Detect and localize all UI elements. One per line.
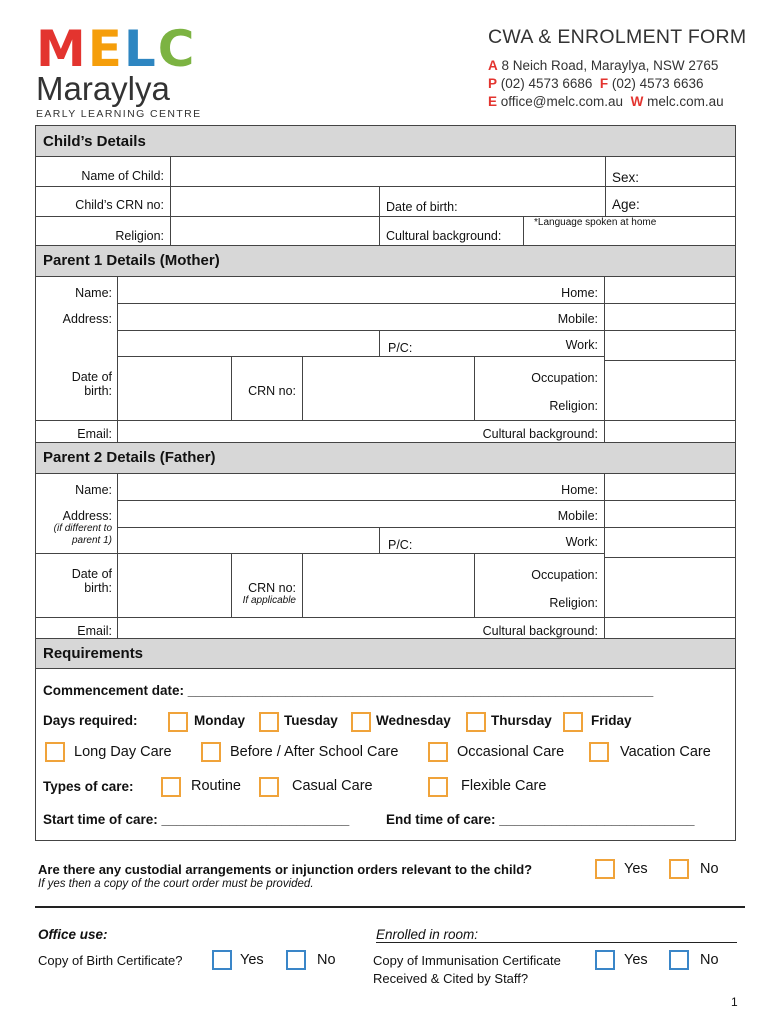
- custody-note: If yes then a copy of the court order must be provided.: [38, 878, 314, 890]
- web-key: W: [630, 94, 644, 109]
- child-religion-label: Religion:: [115, 229, 164, 243]
- checkbox-custody-yes[interactable]: [595, 859, 615, 879]
- child-name-input[interactable]: [172, 158, 604, 185]
- p1-name-input[interactable]: [119, 278, 603, 302]
- page-number: 1: [731, 995, 738, 1009]
- divider: [170, 157, 171, 246]
- p2-dob-label-2: birth:: [84, 581, 112, 595]
- p2-pc-label: P/C:: [388, 538, 413, 552]
- fax-key: F: [599, 76, 609, 91]
- divider: [379, 330, 380, 356]
- divider: [35, 553, 604, 554]
- logo-letter-l: L: [123, 20, 158, 78]
- p2-address-note-1: (if different to: [53, 523, 112, 534]
- divider: [523, 217, 524, 246]
- requirements-section-heading: Requirements: [35, 638, 736, 669]
- commencement-date[interactable]: Commencement date: ______________________________________________________________: [43, 683, 654, 698]
- routine-label: Routine: [191, 778, 241, 794]
- logo-letters: [36, 20, 202, 78]
- checkbox-monday[interactable]: [168, 712, 188, 732]
- logo-tagline: EARLY LEARNING CENTRE: [36, 108, 202, 120]
- day-thursday-label: Thursday: [491, 713, 552, 728]
- p2-occupation-label: Occupation:: [531, 568, 598, 582]
- checkbox-occasional-care[interactable]: [428, 742, 448, 762]
- checkbox-before-after-school[interactable]: [201, 742, 221, 762]
- divider: [117, 330, 736, 331]
- before-after-school-label: Before / After School Care: [230, 744, 399, 760]
- child-dob-label: Date of birth:: [386, 200, 458, 214]
- child-name-label: Name of Child:: [81, 169, 164, 183]
- birth-cert-yes-label: Yes: [240, 952, 264, 968]
- p2-name-label: Name:: [75, 483, 112, 497]
- checkbox-flexible-care[interactable]: [428, 777, 448, 797]
- divider: [117, 303, 736, 304]
- p1-address-label: Address:: [62, 312, 112, 326]
- p2-cultural-label: Cultural background:: [482, 624, 598, 638]
- p1-pc-label: P/C:: [388, 341, 413, 355]
- sex-label: Sex:: [612, 170, 640, 185]
- immunisation-label-1: Copy of Immunisation Certificate: [373, 953, 561, 968]
- checkbox-immunisation-no[interactable]: [669, 950, 689, 970]
- p2-religion-label: Religion:: [549, 596, 598, 610]
- p1-name-label: Name:: [75, 286, 112, 300]
- immunisation-label-2: Received & Cited by Staff?: [373, 971, 529, 986]
- checkbox-friday[interactable]: [563, 712, 583, 732]
- web-text: melc.com.au: [647, 94, 724, 109]
- divider: [35, 186, 736, 187]
- p2-work-label: Work:: [565, 535, 598, 549]
- checkbox-custody-no[interactable]: [669, 859, 689, 879]
- p2-address-note-2: parent 1): [71, 535, 112, 546]
- vacation-care-label: Vacation Care: [620, 744, 711, 760]
- parent1-section-heading: Parent 1 Details (Mother): [35, 245, 736, 277]
- p2-email-input[interactable]: [119, 619, 469, 640]
- occasional-care-label: Occasional Care: [457, 744, 565, 760]
- p1-home-label: Home:: [561, 286, 598, 300]
- divider: [302, 356, 303, 420]
- divider: [117, 356, 604, 357]
- days-required-label: Days required:: [43, 713, 138, 728]
- p2-home-label: Home:: [561, 483, 598, 497]
- phone-text: (02) 4573 6686: [500, 76, 593, 91]
- email-text: office@melc.com.au: [500, 94, 624, 109]
- end-time-field[interactable]: End time of care: __________________________: [386, 812, 695, 827]
- phone-key: P: [488, 76, 498, 91]
- checkbox-wednesday[interactable]: [351, 712, 371, 732]
- child-religion-input[interactable]: [172, 218, 377, 245]
- p1-mobile-label: Mobile:: [557, 312, 598, 326]
- checkbox-long-day-care[interactable]: [45, 742, 65, 762]
- checkbox-routine[interactable]: [161, 777, 181, 797]
- checkbox-birth-cert-yes[interactable]: [212, 950, 232, 970]
- casual-care-label: Casual Care: [292, 778, 373, 794]
- checkbox-vacation-care[interactable]: [589, 742, 609, 762]
- immunisation-yes-label: Yes: [624, 952, 648, 968]
- p2-email-label: Email:: [77, 624, 112, 638]
- divider: [302, 553, 303, 617]
- p2-home-input[interactable]: [606, 475, 735, 499]
- divider: [605, 157, 606, 216]
- long-day-care-label: Long Day Care: [74, 744, 172, 760]
- child-crn-label: Child’s CRN no:: [75, 198, 164, 212]
- start-time-field[interactable]: Start time of care: _________________________: [43, 812, 350, 827]
- p2-dob-label-1: Date of: [71, 567, 112, 581]
- p2-dob-input[interactable]: [119, 555, 229, 615]
- p1-occupation-label: Occupation:: [531, 371, 598, 385]
- custody-no-label: No: [700, 861, 719, 877]
- p2-name-input[interactable]: [119, 475, 603, 499]
- office-use-title: Office use:: [38, 927, 108, 942]
- logo-letter-m: M: [36, 20, 88, 78]
- melc-logo: [36, 20, 202, 120]
- child-dob-input[interactable]: [470, 188, 603, 215]
- birth-cert-label: Copy of Birth Certificate?: [38, 953, 183, 968]
- p1-work-label: Work:: [565, 338, 598, 352]
- child-section-heading: Child’s Details: [35, 125, 736, 157]
- checkbox-tuesday[interactable]: [259, 712, 279, 732]
- custody-yes-label: Yes: [624, 861, 648, 877]
- p2-crn-label: CRN no:: [248, 581, 296, 595]
- p2-crn-note: If applicable: [242, 595, 296, 606]
- p1-religion-label: Religion:: [549, 399, 598, 413]
- checkbox-thursday[interactable]: [466, 712, 486, 732]
- day-monday-label: Monday: [194, 713, 246, 728]
- p1-crn-input[interactable]: [304, 358, 472, 418]
- logo-letter-e: E: [87, 20, 124, 78]
- p2-mobile-label: Mobile:: [557, 509, 598, 523]
- checkbox-birth-cert-no[interactable]: [286, 950, 306, 970]
- p1-dob-label-2: birth:: [84, 384, 112, 398]
- p1-dob-input[interactable]: [119, 358, 229, 418]
- child-crn-input[interactable]: [172, 188, 377, 215]
- checkbox-immunisation-yes[interactable]: [595, 950, 615, 970]
- p1-crn-label: CRN no:: [248, 384, 296, 398]
- logo-letter-c: C: [157, 20, 197, 78]
- p1-email-input[interactable]: [119, 422, 469, 443]
- divider: [604, 360, 736, 361]
- p1-address-input[interactable]: [119, 305, 369, 329]
- contact-address: [488, 58, 718, 73]
- language-note: *Language spoken at home: [534, 217, 657, 228]
- office-divider: [35, 906, 745, 908]
- divider: [117, 500, 736, 501]
- parent2-section-heading: Parent 2 Details (Father): [35, 442, 736, 474]
- contact-phone: [488, 76, 703, 91]
- divider: [35, 617, 736, 618]
- divider: [117, 527, 736, 528]
- p1-home-input[interactable]: [606, 278, 735, 302]
- p1-cultural-label: Cultural background:: [482, 427, 598, 441]
- p1-dob-label-1: Date of: [71, 370, 112, 384]
- email-key: E: [488, 94, 498, 109]
- p1-email-label: Email:: [77, 427, 112, 441]
- divider: [474, 356, 475, 420]
- custody-question: Are there any custodial arrangements or injunction orders relevant to the child?: [38, 862, 533, 877]
- birth-cert-no-label: No: [317, 952, 336, 968]
- contact-email: [488, 94, 724, 109]
- address-text: 8 Neich Road, Maraylya, NSW 2765: [501, 58, 719, 73]
- p2-crn-input[interactable]: [304, 555, 472, 615]
- divider: [474, 553, 475, 617]
- divider: [379, 187, 380, 246]
- logo-subtitle: Maraylya: [36, 70, 170, 107]
- p2-address-label: Address:: [62, 509, 112, 523]
- divider: [379, 527, 380, 553]
- divider: [231, 553, 232, 617]
- day-friday-label: Friday: [591, 713, 632, 728]
- child-cultural-label: Cultural background:: [386, 229, 502, 243]
- enrolled-room-label: Enrolled in room:: [376, 927, 479, 942]
- fax-text: (02) 4573 6636: [611, 76, 704, 91]
- p2-address-input[interactable]: [119, 502, 369, 526]
- immunisation-no-label: No: [700, 952, 719, 968]
- divider: [231, 356, 232, 420]
- day-tuesday-label: Tuesday: [284, 713, 338, 728]
- address-key: A: [488, 58, 498, 73]
- enrolled-room-line[interactable]: [376, 942, 737, 943]
- divider: [604, 557, 736, 558]
- day-wednesday-label: Wednesday: [376, 713, 451, 728]
- divider: [35, 420, 736, 421]
- flexible-care-label: Flexible Care: [461, 778, 547, 794]
- age-label: Age:: [612, 197, 640, 212]
- form-title: CWA & ENROLMENT FORM: [488, 26, 747, 48]
- types-of-care-label: Types of care:: [43, 779, 134, 794]
- checkbox-casual-care[interactable]: [259, 777, 279, 797]
